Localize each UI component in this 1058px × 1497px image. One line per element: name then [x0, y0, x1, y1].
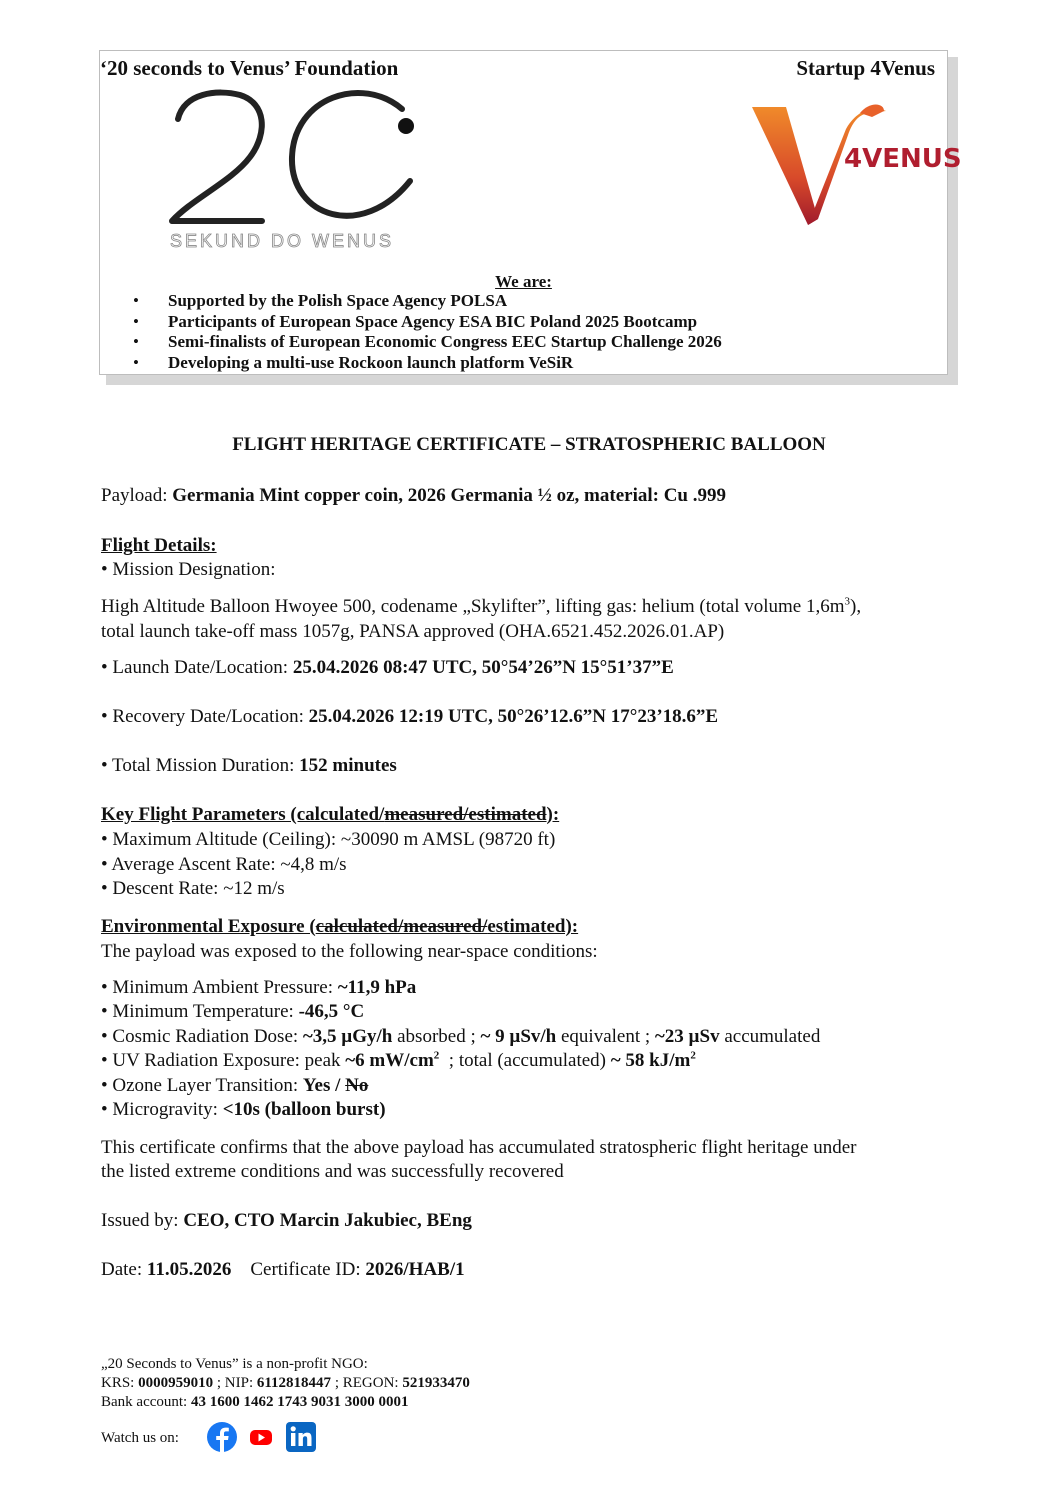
- key-params-heading: [101, 803, 559, 827]
- heading-struck-text: calculated/measured/: [315, 916, 488, 937]
- mission-text: High Altitude Balloon Hwoyee 500, codename „Skylifter”, lifting gas: helium (total volume 1,6m: [101, 596, 845, 617]
- footer-bank-line: [101, 1392, 408, 1412]
- launch-line: [101, 656, 674, 680]
- environment-heading: [101, 915, 578, 939]
- temperature-label: • Minimum Temperature:: [101, 1001, 294, 1022]
- certificate-id-value: 2026/HAB/1: [365, 1259, 465, 1280]
- heading-text-end: ):: [546, 804, 560, 825]
- param-altitude: • Maximum Altitude (Ceiling): ~30090 m AMSL (98720 ft): [101, 829, 556, 850]
- footer-registry-line: [101, 1373, 470, 1393]
- issued-label: Issued by:: [101, 1210, 179, 1231]
- cosmic-accumulated-value: ~23 µSv: [654, 1026, 720, 1047]
- uv-label: • UV Radiation Exposure: peak: [101, 1050, 341, 1071]
- issued-by-line: [101, 1209, 472, 1233]
- flight-details-heading: Flight Details:: [101, 535, 217, 556]
- we-are-heading: We are:: [495, 272, 552, 291]
- mission-description-line2: total launch take-off mass 1057g, PANSA approved (OHA.6521.452.2026.01.AP): [101, 621, 725, 642]
- uv-peak-value: ~6 mW/cm: [345, 1050, 434, 1071]
- ozone-yes: Yes /: [302, 1075, 341, 1096]
- uv-total-text: ; total (accumulated): [448, 1050, 607, 1071]
- microgravity-value: <10s (balloon burst): [222, 1099, 386, 1120]
- cosmic-equivalent-text: equivalent ;: [561, 1026, 651, 1047]
- recovery-label: • Recovery Date/Location:: [101, 706, 304, 727]
- heading-text-end: estimated):: [487, 916, 579, 937]
- krs-value: 0000959010: [138, 1375, 214, 1391]
- 20-seconds-logo: [162, 81, 462, 253]
- heading-text: Environmental Exposure (: [101, 916, 316, 937]
- recovery-value: 25.04.2026 12:19 UTC, 50°26’12.6”N 17°23’18.6”E: [308, 706, 719, 727]
- issued-value: CEO, CTO Marcin Jakubiec, BEng: [183, 1210, 472, 1231]
- cosmic-equivalent-value: ~ 9 µSv/h: [480, 1026, 557, 1047]
- heading-struck-text: measured/estimated: [384, 804, 547, 825]
- launch-value: 25.04.2026 08:47 UTC, 50°54’26”N 15°51’37”E: [292, 657, 674, 678]
- microgravity-label: • Microgravity:: [101, 1099, 218, 1120]
- env-ozone: [101, 1074, 368, 1098]
- regon-value: 521933470: [402, 1375, 470, 1391]
- date-line: [101, 1258, 465, 1282]
- facebook-icon[interactable]: [206, 1421, 238, 1453]
- pressure-value: ~11,9 hPa: [337, 977, 417, 998]
- uv-peak-superscript: 2: [433, 1049, 440, 1062]
- credential-item: • Supported by the Polish Space Agency POLSA: [130, 291, 722, 312]
- startup-name: Startup 4Venus: [796, 56, 935, 80]
- ozone-label: • Ozone Layer Transition:: [101, 1075, 299, 1096]
- payload-line: [101, 484, 726, 508]
- certificate-title: FLIGHT HERITAGE CERTIFICATE – STRATOSPHERIC BALLOON: [232, 434, 826, 455]
- footer-ngo-line: „20 Seconds to Venus” is a non-profit NGO:: [101, 1356, 368, 1372]
- linkedin-icon[interactable]: [285, 1421, 317, 1453]
- temperature-value: -46,5 °C: [298, 1001, 365, 1022]
- youtube-icon[interactable]: [245, 1421, 277, 1453]
- duration-value: 152 minutes: [299, 755, 397, 776]
- duration-label: • Total Mission Duration:: [101, 755, 295, 776]
- environment-intro: The payload was exposed to the following near-space conditions:: [101, 941, 598, 962]
- nip-label: ; NIP:: [216, 1375, 254, 1391]
- header-box: [99, 50, 962, 375]
- param-descent: • Descent Rate: ~12 m/s: [101, 878, 285, 899]
- logo-tagline: SEKUND DO WENUS: [170, 231, 395, 251]
- env-temperature: [101, 1000, 364, 1024]
- krs-label: KRS:: [101, 1375, 135, 1391]
- env-uv-radiation: [101, 1049, 696, 1073]
- env-pressure: [101, 976, 416, 1000]
- certificate-id-label: Certificate ID:: [250, 1259, 361, 1280]
- bank-label: Bank account:: [101, 1394, 188, 1410]
- cosmic-accumulated-text: accumulated: [724, 1026, 821, 1047]
- launch-label: • Launch Date/Location:: [101, 657, 289, 678]
- cosmic-absorbed-text: absorbed ;: [397, 1026, 476, 1047]
- cosmic-label: • Cosmic Radiation Dose:: [101, 1026, 299, 1047]
- payload-label: Payload:: [101, 485, 168, 506]
- heading-text: Key Flight Parameters (calculated/: [101, 804, 385, 825]
- cosmic-absorbed-value: ~3,5 µGy/h: [302, 1026, 393, 1047]
- param-ascent: • Average Ascent Rate: ~4,8 m/s: [101, 854, 347, 875]
- foundation-name: ‘20 seconds to Venus’ Foundation: [100, 56, 399, 80]
- mission-text-end: ),: [850, 596, 862, 617]
- nip-value: 6112818447: [256, 1375, 332, 1391]
- logo-4venus-text: 4VENUS: [844, 144, 962, 174]
- mission-designation-label: • Mission Designation:: [101, 559, 276, 580]
- env-microgravity: [101, 1098, 386, 1122]
- credential-item: • Participants of European Space Agency ESA BIC Poland 2025 Bootcamp: [130, 312, 722, 333]
- pressure-label: • Minimum Ambient Pressure:: [101, 977, 334, 998]
- payload-value: Germania Mint copper coin, 2026 Germania ½ oz, material: Cu .999: [172, 485, 726, 506]
- watch-us-label: Watch us on:: [101, 1430, 179, 1446]
- confirmation-line1: This certificate confirms that the above payload has accumulated stratospheric flight heritage under: [101, 1137, 857, 1158]
- confirmation-line2: the listed extreme conditions and was successfully recovered: [101, 1161, 564, 1182]
- volume-superscript: 3: [844, 595, 850, 608]
- regon-label: ; REGON:: [334, 1375, 399, 1391]
- duration-line: [101, 754, 397, 778]
- date-label: Date:: [101, 1259, 143, 1280]
- env-cosmic-radiation: [101, 1025, 820, 1049]
- credential-item: • Semi-finalists of European Economic Congress EEC Startup Challenge 2026: [130, 332, 722, 353]
- credentials-list: [130, 291, 722, 373]
- date-value: 11.05.2026: [146, 1259, 232, 1280]
- uv-total-value: ~ 58 kJ/m: [610, 1050, 691, 1071]
- uv-total-superscript: 2: [690, 1049, 696, 1062]
- credential-item: • Developing a multi-use Rockoon launch platform VeSiR: [130, 353, 722, 374]
- 4venus-logo: [748, 99, 962, 229]
- recovery-line: [101, 705, 718, 729]
- bank-value: 43 1600 1462 1743 9031 3000 0001: [190, 1394, 409, 1410]
- mission-description-line1: [101, 595, 861, 619]
- ozone-no-struck: No: [345, 1075, 369, 1096]
